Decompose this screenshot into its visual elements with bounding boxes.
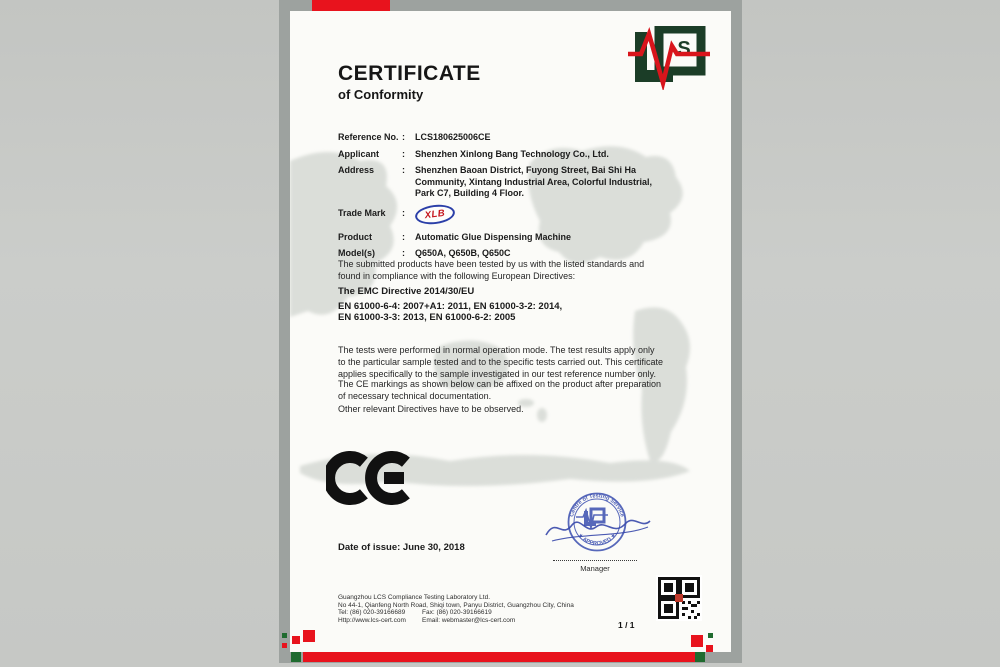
field-label: Trade Mark [338, 208, 386, 219]
field-label: Applicant [338, 148, 380, 159]
ce-note-paragraph: The CE markings as shown below can be affixed on the product after preparation of necessary technical documentation. [338, 379, 662, 401]
lcs-logo-icon [628, 26, 710, 90]
page-number: 1 / 1 [618, 620, 635, 630]
other-note-paragraph: Other relevant Directives have to be observed. [338, 404, 524, 414]
field-label: Reference No. [338, 132, 399, 142]
field-separator: : [402, 132, 405, 142]
standards-line-2: EN 61000-3-3: 2013, EN 61000-6-2: 2005 [338, 312, 516, 323]
field-value: Automatic Glue Dispensing Machine [415, 231, 572, 242]
world-map-watermark [290, 11, 731, 652]
field-row-address [338, 165, 660, 200]
field-label: Product [338, 231, 373, 242]
field-row-models [338, 248, 660, 260]
field-separator: : [402, 165, 405, 175]
tests-note-paragraph: The tests were performed in normal operation mode. The test results apply only to the particular sample tested and to the specific tests carried out. This certificate applies specifically to the sample investigated in our test reference number only. [338, 345, 663, 379]
intro-paragraph: The submitted products have been tested by us with the listed standards and found in compliance with the following European Directives: [338, 259, 645, 281]
certificate-title: CERTIFICATE [338, 62, 481, 85]
lab-tel: Tel: (86) 020-39166689 [338, 609, 406, 617]
lab-email: Email: webmaster@lcs-cert.com [422, 616, 516, 624]
ce-mark-icon [326, 447, 412, 509]
lab-company-name: Guangzhou LCS Compliance Testing Laboratory Ltd. [338, 594, 491, 601]
date-of-issue: Date of issue: June 30, 2018 [338, 542, 465, 553]
bottom-red-accent-bar [303, 652, 695, 662]
field-value: Shenzhen Baoan District, Fuyong Street, Bai Shi Ha Community, Xintang Industrial Area, Colorful Industrial, Park C7, Building 4 Floor. [415, 165, 653, 198]
field-value: Q650A, Q650B, Q650C [415, 248, 511, 258]
certificate-fields [338, 132, 660, 265]
lab-address: No 44-1, Qianfeng North Road, Shiqi town, Panyu District, Guangzhou City, China [338, 601, 574, 609]
trademark-text: XLB [414, 202, 456, 226]
manager-label: Manager [580, 564, 610, 573]
field-separator: : [402, 248, 405, 258]
field-row-trademark [338, 205, 660, 224]
certificate-subtitle: of Conformity [338, 87, 424, 102]
field-label: Model(s) [338, 248, 375, 258]
qr-center-red-module [675, 594, 683, 602]
lab-footer [338, 594, 574, 624]
stamp-ring-text: Centre of Testing Service [569, 493, 625, 518]
manager-signature-line [553, 560, 637, 561]
trademark-logo [415, 205, 660, 224]
qr-code [656, 575, 702, 621]
field-label: Address [338, 165, 375, 175]
field-separator: : [402, 208, 405, 219]
mosaic-square [291, 652, 301, 662]
directive-heading: The EMC Directive 2014/30/EU [338, 286, 475, 297]
mosaic-square [282, 643, 287, 648]
field-separator: : [402, 148, 405, 159]
certificate-content [290, 11, 731, 652]
lab-website: Http://www.lcs-cert.com [338, 616, 406, 624]
lcs-logo-letter: S [677, 38, 691, 60]
signature [546, 520, 650, 541]
field-separator: : [402, 231, 405, 242]
svg-text:Centre of Testing Service [569, 493, 625, 517]
approval-stamp-icon [542, 489, 654, 571]
stamp-approved-text: ★ APPROVED ★ [576, 532, 618, 548]
field-value: LCS180625006CE [415, 132, 491, 142]
field-row-applicant [338, 149, 660, 161]
top-red-accent-bar [312, 0, 390, 11]
standards-line-1: EN 61000-6-4: 2007+A1: 2011, EN 61000-3-2: 2014, [338, 301, 563, 312]
field-row-reference [338, 132, 660, 144]
mosaic-square [282, 633, 287, 638]
field-value: Shenzhen Xinlong Bang Technology Co., Ltd. [415, 148, 609, 159]
field-row-product [338, 232, 660, 244]
lab-fax: Fax: (86) 020-39166619 [422, 609, 492, 617]
mosaic-square [695, 652, 705, 662]
